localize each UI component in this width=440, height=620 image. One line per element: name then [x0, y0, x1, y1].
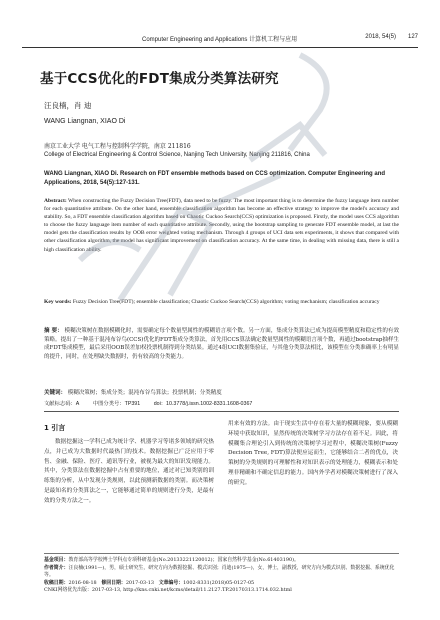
keywords-en	[44, 298, 399, 306]
body-paragraph: 数据挖掘这一学科已成为统计学、机器学习等诸多领域的研究热点，并已成为大数据时代最热门的技术。数据挖掘已广泛应用于零售、金融、保险、医疗、通讯等行业，被视为最大的知识发现能力。其中，分类算法在数据挖掘中占有重要的地位，通过对已知类别的训练集的分析，从中发现分类规则，以此预测新数据的类别。而决策树是最知名的分类算法之一，它能够通过简单的规则进行分类，是最有效的分类方法之一。	[44, 439, 214, 504]
abstract-cn-label: 摘 要：	[44, 328, 63, 334]
abstract-rule	[44, 411, 399, 412]
author-bio: 作者简介：汪良楠(1991—)，男，硕士研究生，研究方向为数据挖掘、模式识别；肖迪(1975—)，女，博士，副教授，研究方向为模式识别、数据挖掘、系统优化等。	[44, 564, 395, 579]
doc-code: 文献标志码：A	[44, 401, 80, 407]
issue-info: 2018, 54(5)	[365, 34, 396, 40]
footnote-block	[44, 557, 399, 595]
authors-en: WANG Liangnan, XIAO Di	[44, 118, 126, 125]
header-rule	[22, 47, 418, 48]
body-column-right	[228, 420, 398, 489]
running-header	[22, 32, 418, 45]
abstract-cn-text: 模糊决策树在数据模糊化时，需要确定每个数量型属性的模糊语言项个数。另一方面，集成分类算法已成为提高模型精度和稳定性的有效策略。提出了一种基于混沌布谷鸟(CCS)优化的FDT集成分类算法，首先用CCS算法确定数量型属性的模糊语言项个数，再通过bootstrap抽样生成FDT集成模型，最后采用OOB误差加权投票机制得到分类结果。通过4组UCI数据集验证，与其他分类算法相比，该模型在分类准确率上有明显的提升，同时，在处理缺失数据时，仍有较高的分类能力。	[44, 328, 399, 360]
section-heading: 1 引言	[44, 424, 66, 432]
citation-text: WANG Liangnan, XIAO Di. Research on FDT ensemble methods based on CCS optimization. Computer Engineering and Applications, 2018, 54(5):127-131.	[44, 171, 386, 186]
keywords-en-text: Fuzzy Decision Tree(FDT); ensemble classification; Chaotic Cuckoo Search(CCS) algorithm; voting mechanism; classification accuracy	[72, 299, 380, 305]
abstract-en-label: Abstract:	[44, 198, 67, 204]
page-number: 127	[407, 34, 418, 40]
keywords-cn	[44, 388, 399, 396]
doi: doi：10.3778/j.issn.1002-8331.1608-0367	[153, 401, 253, 407]
body-column-left	[44, 420, 214, 507]
keywords-cn-text: 模糊决策树；集成分类；混沌布谷鸟算法；投票机制；分类精度	[67, 390, 222, 396]
clc-number: 中图分类号：TP391	[92, 401, 141, 407]
body-paragraph: 用来有效的方法。由于现实生活中存在着大量的模糊现象，要从模糊环境中获取知识，显然传统的决策树学习方法存在着不足。因此，将模糊集合理论引入到传统的决策树学习过程中，模糊决策树(Fuzzy Decision Tree, FDT)算法便应运而生，它能够结合二者的优点，决策树的分类规则的可理解性和对知识表示的处理能力，模糊表示和处理非精确和不确定信息的能力。国内外学者对模糊决策树进行了深入的研究。	[228, 421, 398, 486]
cnki-line: CNKI网络优先出版：2017-03-13, http://kns.cnki.net/kcms/detail/11.2127.TP.20170313.1714.032.html	[44, 587, 292, 594]
abstract-cn	[44, 327, 399, 361]
keywords-en-label: Key words:	[44, 299, 72, 305]
funding-line: 基金项目：教育部高等学校博士学科点专项科研基金(No.20133221120012)；国家自然科学基金(No.61403190)。	[44, 557, 299, 563]
journal-name: Computer Engineering and Applications 计算机工程与应用	[142, 37, 298, 43]
affiliation-en: College of Electrical Engineering & Control Science, Nanjing Tech University, Nanjing 211816, China	[44, 152, 310, 158]
abstract-en	[44, 197, 399, 254]
affiliation-cn: 南京工业大学 电气工程与控制科学学院，南京 211816	[44, 143, 191, 150]
article-meta	[44, 399, 399, 407]
keywords-cn-label: 关键词：	[44, 390, 67, 396]
paper-title: 基于CCS优化的FDT集成分类算法研究	[40, 71, 279, 87]
abstract-en-text: When constructing the Fuzzy Decision Tree(FDT), data need to be fuzzy. The most important thing is to determine the fuzzy language item number for each quantitative attribute. On the other hand, ensemble classification algorithm has become an effective strategy to improve the model's accuracy and stability. So, a FDT ensemble classification algorithm based on Chaotic Cuckoo Search(CCS) optimization is proposed. Firstly, the model uses CCS algorithm to choose the fuzzy language item number of each quantitative attribute. Secondly, using the bootstrap sampling to generate FDT ensemble model, at last the model gets the classification results by OOB error weighted voting mechanism. Through 4 groups of UCI data sets experiments, it shows that compared with other classification algorithm, the model has significant improvement on classification accuracy. At the same time, in dealing with missing data, there is still a high classification ability.	[44, 198, 399, 253]
citation	[44, 170, 399, 187]
footnote-rule	[44, 553, 399, 554]
dates-line: 收稿日期：2016-08-18 修回日期：2017-03-13 文章编号：1002-8331(2018)05-0127-05	[44, 579, 255, 586]
authors-cn: 汪良楠，肖 迪	[44, 101, 92, 110]
